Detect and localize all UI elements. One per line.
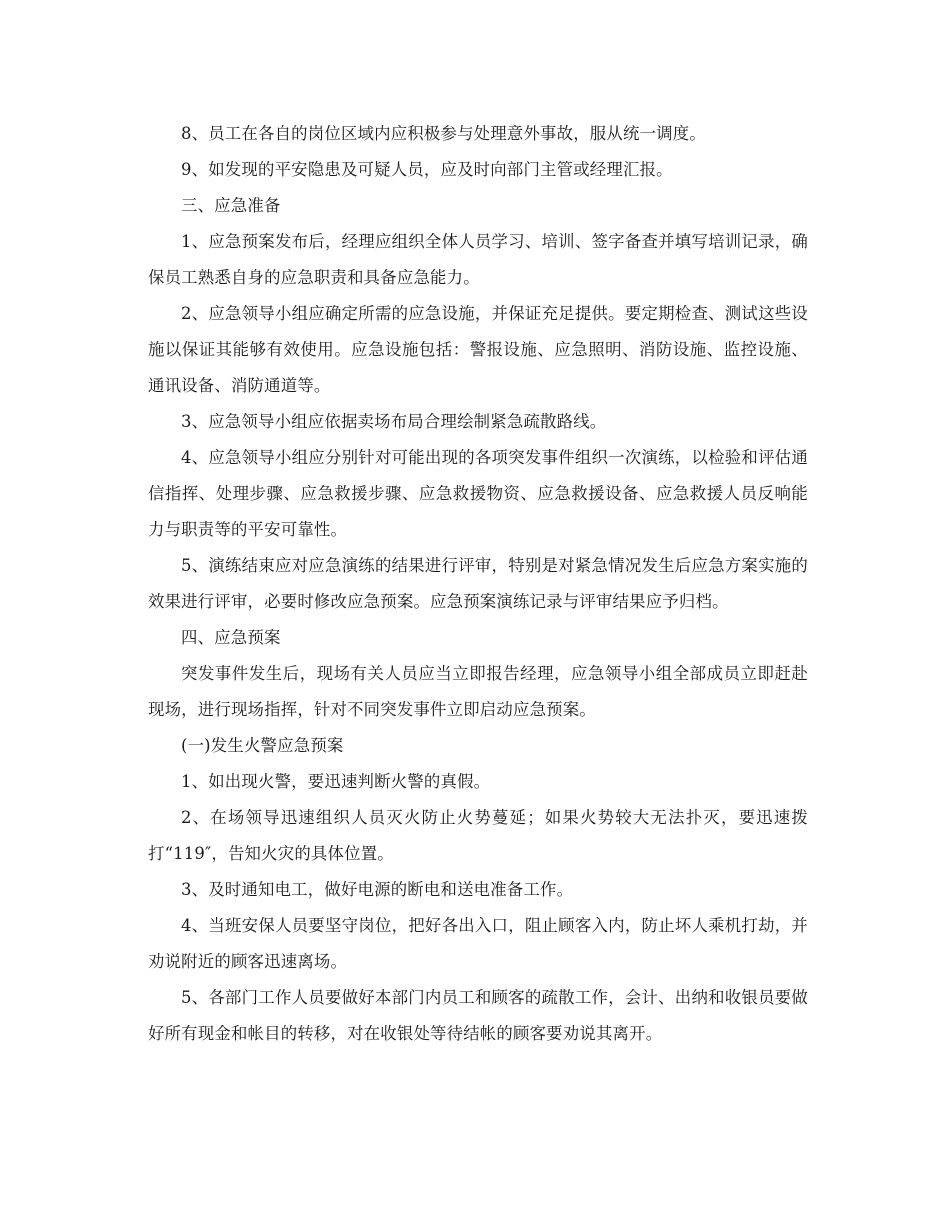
paragraph-fire-4: 4、当班安保人员要坚守岗位，把好各出入口，阻止顾客入内，防止坏人乘机打劫，并劝说附近的顾客迅速离场。 bbox=[148, 916, 808, 971]
paragraph-prep-4: 4、应急领导小组应分别针对可能出现的各项突发事件组织一次演练，以检验和评估通信指挥、处理步骤、应急救援步骤、应急救援物资、应急救援设备、应急救援人员反响能力与职责等的平安可靠性。 bbox=[148, 448, 808, 539]
paragraph-prep-2: 2、应急领导小组应确定所需的应急设施，并保证充足提供。要定期检查、测试这些设施以保证其能够有效使用。应急设施包括：警报设施、应急照明、消防设施、监控设施、通讯设备、消防通道等。 bbox=[148, 304, 808, 395]
paragraph-prep-3: 3、应急领导小组应依据卖场布局合理绘制紧急疏散路线。 bbox=[181, 412, 607, 431]
paragraph-fire-1: 1、如出现火警，要迅速判断火警的真假。 bbox=[181, 772, 491, 791]
paragraph-fire-3: 3、及时通知电工，做好电源的断电和送电准备工作。 bbox=[181, 880, 574, 899]
section-heading-emergency-plan: 四、应急预案 bbox=[181, 628, 281, 647]
paragraph-item-8: 8、员工在各自的岗位区域内应积极参与处理意外事故，服从统一调度。 bbox=[181, 124, 706, 143]
paragraph-plan-intro: 突发事件发生后，现场有关人员应当立即报告经理，应急领导小组全部成员立即赶赴现场，进行现场指挥，针对不同突发事件立即启动应急预案。 bbox=[148, 664, 808, 719]
paragraph-prep-1: 1、应急预案发布后，经理应组织全体人员学习、培训、签字备查并填写培训记录，确保员工熟悉自身的应急职责和具备应急能力。 bbox=[148, 232, 808, 287]
paragraph-fire-2: 2、在场领导迅速组织人员灭火防止火势蔓延；如果火势较大无法扑灭，要迅速拨打“119″，告知火灾的具体位置。 bbox=[148, 808, 808, 863]
paragraph-prep-5: 5、演练结束应对应急演练的结果进行评审，特别是对紧急情况发生后应急方案实施的效果进行评审，必要时修改应急预案。应急预案演练记录与评审结果应予归档。 bbox=[148, 556, 808, 611]
document-body bbox=[148, 116, 808, 1052]
subsection-heading-fire-alarm: (一)发生火警应急预案 bbox=[181, 736, 344, 755]
section-heading-emergency-preparation: 三、应急准备 bbox=[181, 196, 281, 215]
paragraph-item-9: 9、如发现的平安隐患及可疑人员，应及时向部门主管或经理汇报。 bbox=[181, 160, 673, 179]
paragraph-fire-5: 5、各部门工作人员要做好本部门内员工和顾客的疏散工作，会计、出纳和收银员要做好所有现金和帐目的转移，对在收银处等待结帐的顾客要劝说其离开。 bbox=[148, 988, 808, 1043]
